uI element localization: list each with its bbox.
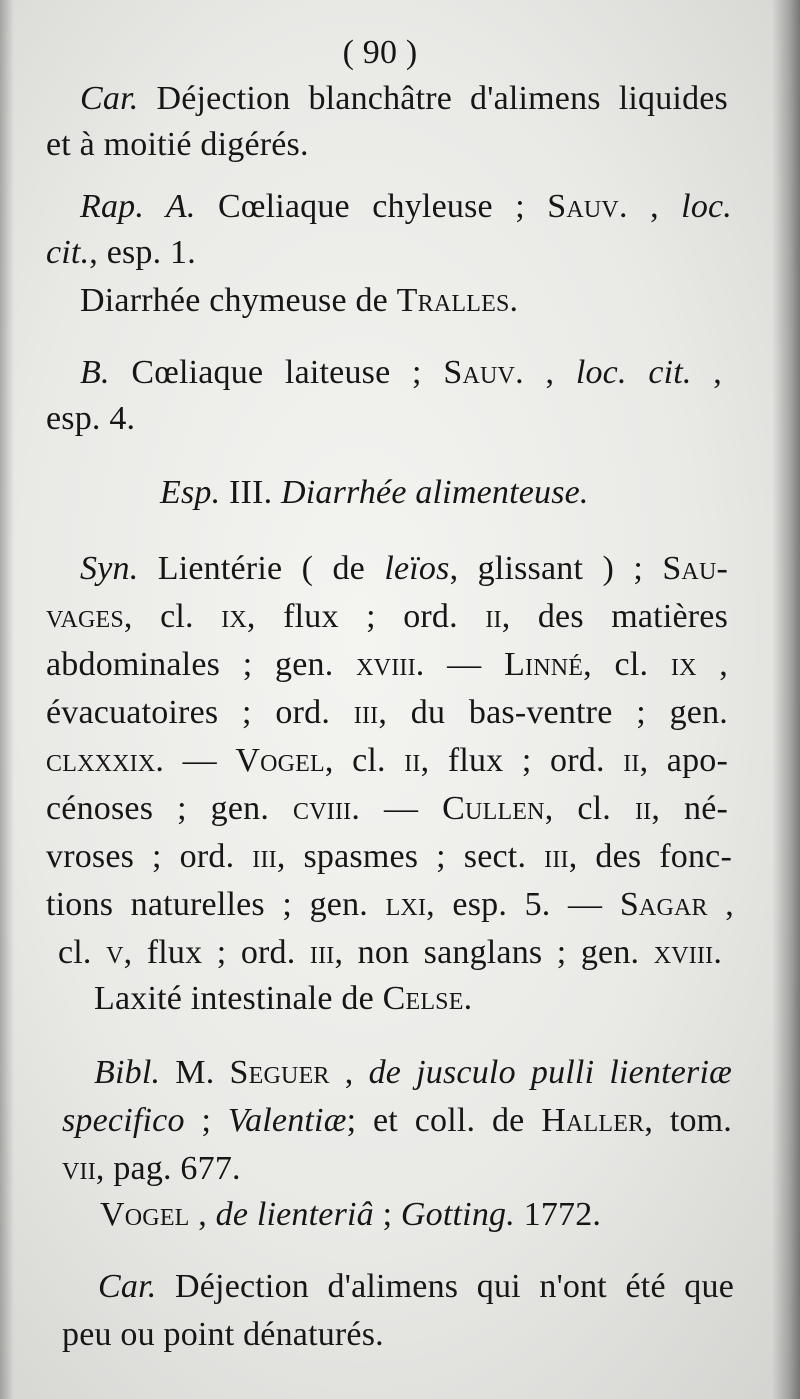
car-paragraph-2-line-2: peu ou point dénaturés. xyxy=(62,1316,384,1353)
syn-line-1: Syn. Lientérie ( de leïos, glissant ) ; Sau- xyxy=(80,550,729,587)
b-entry-line-1: B. Cœliaque laiteuse ; Sauv. , loc. cit. , xyxy=(80,354,722,391)
bibl-line-1: Bibl. M. Seguer , de jusculo pulli lienteriæ xyxy=(94,1054,732,1091)
car-label: Car. xyxy=(80,80,139,117)
page-left-shadow xyxy=(0,0,14,1399)
syn-line-4: évacuatoires ; ord. iii, du bas-ventre ; gen. xyxy=(46,694,728,731)
rap-line-1: Rap. A. Cœliaque chyleuse ; Sauv. , loc. xyxy=(80,188,733,225)
page-right-shadow xyxy=(772,0,800,1399)
car-paragraph-line-2: et à moitié digérés. xyxy=(46,126,309,163)
section-heading: Esp. III. Diarrhée alimenteuse. xyxy=(160,474,589,511)
b-entry-line-2: esp. 4. xyxy=(46,400,136,437)
car-paragraph-2-line-1: Car. Déjection d'alimens qui n'ont été que xyxy=(98,1268,734,1305)
syn-line-2: vages, cl. ix, flux ; ord. ii, des matières xyxy=(46,598,729,635)
rap-line-2: cit., esp. 1. xyxy=(46,234,196,271)
car-paragraph-line-1: Car. Déjection blanchâtre d'alimens liquides xyxy=(80,80,728,117)
vogel-line: Vogel , de lienteriâ ; Gotting. 1772. xyxy=(100,1196,602,1233)
syn-line-6: cénoses ; gen. cviii. — Cullen, cl. ii, né- xyxy=(46,790,729,827)
celse-line: Laxité intestinale de Celse. xyxy=(94,980,473,1017)
bibl-line-3: vii, pag. 677. xyxy=(62,1150,241,1187)
syn-line-3: abdominales ; gen. xviii. — Linné, cl. ix , xyxy=(46,646,728,683)
syn-line-7: vroses ; ord. iii, spasmes ; sect. iii, des fonc- xyxy=(46,838,732,875)
syn-line-8: tions naturelles ; gen. lxi, esp. 5. — Sagar , xyxy=(46,886,734,923)
tralles-line: Diarrhée chymeuse de Tralles. xyxy=(80,282,519,319)
page-number: ( 90 ) xyxy=(342,34,418,71)
bibl-line-2: specifico ; Valentiæ; et coll. de Haller, tom. xyxy=(62,1102,733,1139)
syn-line-5: clxxxix. — Vogel, cl. ii, flux ; ord. ii, apo- xyxy=(46,742,728,779)
syn-line-9: cl. v, flux ; ord. iii, non sanglans ; gen. xviii. xyxy=(58,934,723,971)
